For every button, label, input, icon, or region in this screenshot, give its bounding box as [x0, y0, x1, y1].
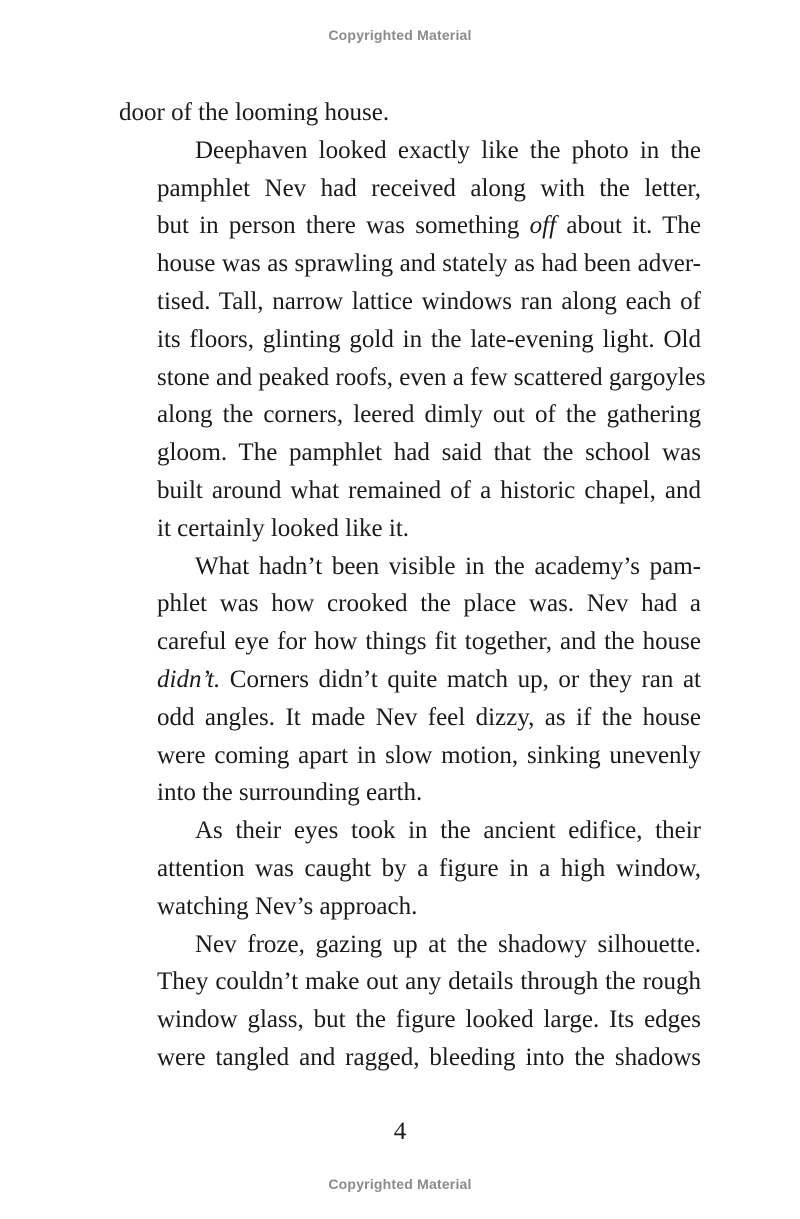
text-line: its floors, glinting gold in the late-evening light. Old [157, 325, 701, 353]
text-line: were tangled and ragged, bleeding into the shadows [157, 1043, 701, 1071]
text-line: careful eye for how things fit together, and the house [157, 628, 701, 656]
text-line: They couldn’t make out any details through the rough [157, 968, 701, 996]
text-line: phlet was how crooked the place was. Nev had a [157, 590, 701, 618]
text-line: tised. Tall, narrow lattice windows ran along each of [157, 287, 701, 315]
text-segment: about it. The [556, 212, 701, 240]
text-line: attention was caught by a figure in a high window, [157, 854, 701, 882]
text-line [119, 207, 701, 245]
text-line: built around what remained of a historic chapel, and [157, 476, 701, 504]
paragraph-3 [119, 548, 701, 813]
text-line: door of the looming house. [119, 99, 390, 126]
text-line: Deephaven looked exactly like the photo in the [195, 136, 701, 164]
text-line: along the corners, leered dimly out of the gathering [157, 401, 701, 429]
text-line: window glass, but the figure looked large. Its edges [157, 1006, 701, 1034]
paragraph-2 [119, 132, 706, 548]
text-segment: but in person there was something [157, 212, 530, 240]
italic-word: off [529, 212, 557, 240]
text-line: were coming apart in slow motion, sinking unevenly [157, 741, 701, 769]
text-line: Nev froze, gazing up at the shadowy silhouette. [195, 930, 701, 958]
paragraph-4 [119, 812, 701, 925]
text-line: What hadn’t been visible in the academy’s pam- [195, 552, 701, 580]
text-line: pamphlet Nev had received along with the letter, [157, 174, 701, 202]
copyright-watermark-bottom: Copyrighted Material [328, 1176, 472, 1192]
text-line: odd angles. It made Nev feel dizzy, as if the house [157, 703, 701, 731]
text-line: it certainly looked like it. [157, 514, 410, 542]
body-text [119, 94, 706, 1077]
text-line: house was as sprawling and stately as had been adver- [157, 250, 701, 278]
paragraph-1 [119, 94, 701, 132]
text-segment: Corners didn’t quite match up, or they ran at [220, 665, 701, 693]
italic-word: didn’t. [157, 665, 221, 693]
text-line [119, 661, 701, 699]
text-line: into the surrounding earth. [157, 779, 423, 807]
text-line: watching Nev’s approach. [157, 892, 418, 920]
copyright-watermark-top: Copyrighted Material [328, 27, 472, 43]
text-line: As their eyes took in the ancient edifice, their [195, 817, 701, 845]
paragraph-5 [119, 926, 701, 1077]
text-line: stone and peaked roofs, even a few scattered gargoyles [157, 363, 706, 391]
page-number: 4 [393, 1118, 407, 1145]
text-line: gloom. The pamphlet had said that the school was [157, 439, 701, 467]
